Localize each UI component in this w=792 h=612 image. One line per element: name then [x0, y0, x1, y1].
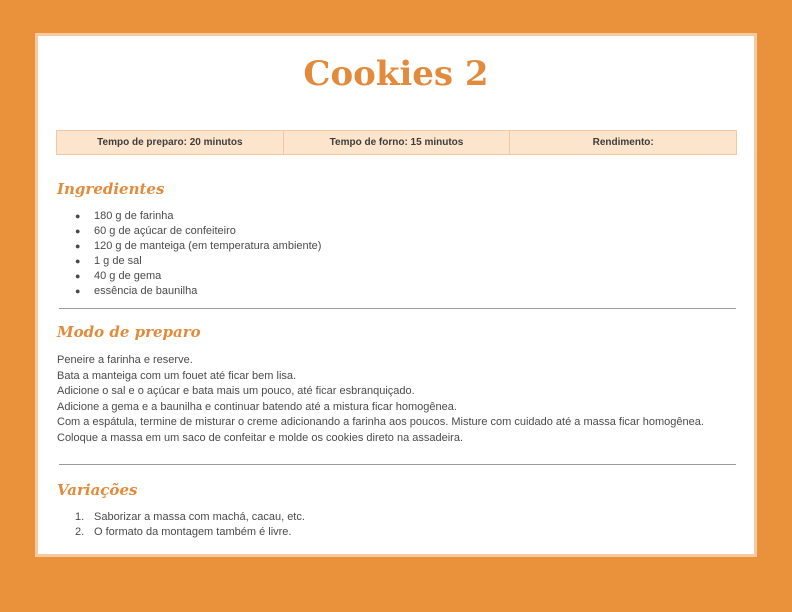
- bullet-icon: ●: [75, 286, 81, 296]
- prep-time-cell: Tempo de preparo: 20 minutos: [57, 131, 284, 154]
- section-divider: [59, 308, 736, 309]
- step-text: Adicione o sal e o açúcar e bata mais um pouco, até ficar esbranquiçado.: [57, 385, 415, 397]
- ingredients-list: [75, 209, 321, 299]
- step-text: Bata a manteiga com um fouet até ficar bem lisa.: [57, 369, 297, 382]
- list-item: ● 180 g de farinha: [75, 210, 174, 222]
- list-item: ● 1 g de sal: [75, 255, 142, 267]
- bullet-icon: ●: [75, 226, 81, 236]
- variations-heading: Variações: [57, 481, 138, 499]
- list-item: 2. O formato da montagem também é livre.: [75, 526, 292, 538]
- method-steps: [57, 353, 704, 446]
- step-text: Peneire a farinha e reserve.: [57, 354, 193, 366]
- list-item: 1. Saborizar a massa com machá, cacau, etc.: [75, 511, 305, 523]
- method-heading: Modo de preparo: [57, 323, 201, 341]
- list-item: ● essência de baunilha: [75, 285, 198, 297]
- oven-time-cell: Tempo de forno: 15 minutos: [284, 131, 511, 154]
- info-table: [56, 130, 737, 155]
- bullet-icon: ●: [75, 256, 81, 266]
- step-text: Coloque a massa em um saco de confeitar e molde os cookies direto na assadeira.: [57, 431, 463, 444]
- section-divider: [59, 464, 736, 465]
- ingredients-heading: Ingredientes: [57, 180, 165, 198]
- list-item: ● 60 g de açúcar de confeiteiro: [75, 225, 236, 237]
- step-text: Adicione a gema e a baunilha e continuar batendo até a mistura ficar homogênea.: [57, 400, 457, 413]
- bullet-icon: ●: [75, 271, 81, 281]
- recipe-card: [35, 33, 757, 557]
- list-item: ● 40 g de gema: [75, 270, 162, 282]
- step-text: Com a espátula, termine de misturar o creme adicionando a farinha aos poucos. Misture com cuidado até a massa ficar homogênea.: [57, 416, 704, 428]
- yield-cell: Rendimento:: [592, 137, 654, 148]
- bullet-icon: ●: [75, 211, 81, 221]
- variations-list: [75, 510, 305, 540]
- recipe-title: Cookies 2: [303, 54, 489, 94]
- bullet-icon: ●: [75, 241, 81, 251]
- list-item: ● 120 g de manteiga (em temperatura ambiente): [75, 240, 322, 252]
